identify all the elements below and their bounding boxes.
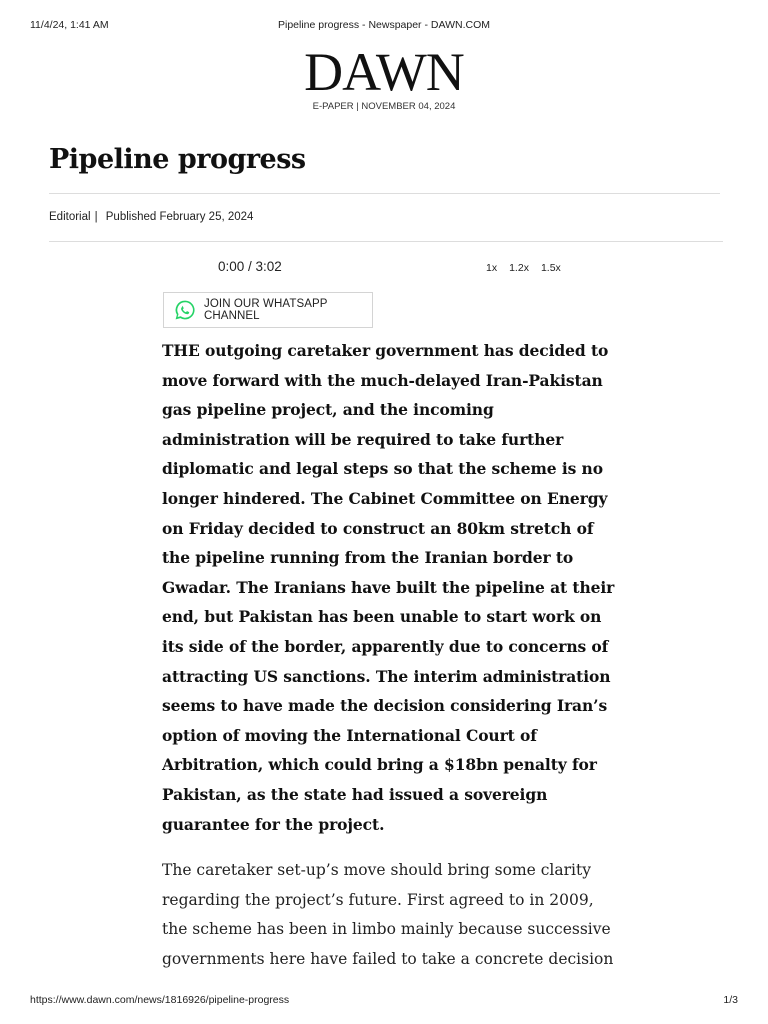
speed-1-5x-button[interactable]: 1.5x — [540, 262, 561, 274]
category-link[interactable]: Editorial — [49, 211, 91, 223]
meta-separator: | — [94, 211, 98, 223]
article-meta — [49, 211, 253, 223]
article-content — [162, 336, 617, 974]
title-divider — [49, 193, 720, 194]
print-page-title: Pipeline progress - Newspaper - DAWN.COM — [277, 19, 490, 31]
article-body-paragraph: The caretaker set-up’s move should bring some clarity regarding the project’s future. First agreed to in 2009, the scheme has been in limbo mainly because successive governments here have failed to take a concrete decision — [162, 861, 614, 968]
print-page-number: 1/3 — [723, 994, 738, 1006]
print-datetime: 11/4/24, 1:41 AM — [30, 19, 109, 31]
playback-speeds — [486, 262, 561, 274]
whatsapp-channel-button[interactable] — [163, 292, 373, 328]
article-title: Pipeline progress — [49, 144, 306, 175]
audio-time: 0:00 / 3:02 — [218, 259, 282, 274]
edition-date: E-PAPER | NOVEMBER 04, 2024 — [312, 101, 456, 112]
dawn-logo[interactable]: DAWN — [304, 42, 464, 102]
article-lede: THE outgoing caretaker government has decided to move forward with the much-delayed Iran-Pakistan gas pipeline project, and the incoming administration will be required to take further diplomatic and legal steps so that the scheme is no longer hindered. The Cabinet Committee on Energy on Friday decided to construct an 80km stretch of the pipeline running from the Iranian border to Gwadar. The Iranians have built the pipeline at their end, but Pakistan has been unable to start work on its side of the border, apparently due to concerns of attracting US sanctions. The interim administration seems to have made the decision considering Iran’s option of moving the International Court of Arbitration, which could bring a $18bn penalty for Pakistan, as the state had issued a sovereign guarantee for the project. — [162, 341, 615, 834]
published-date: Published February 25, 2024 — [105, 211, 254, 223]
speed-1-2x-button[interactable]: 1.2x — [509, 262, 529, 274]
meta-divider — [49, 241, 723, 242]
whatsapp-channel-label: JOIN OUR WHATSAPP CHANNEL — [204, 298, 328, 322]
print-footer-url: https://www.dawn.com/news/1816926/pipeline-progress — [30, 994, 290, 1006]
speed-1x-button[interactable]: 1x — [486, 262, 498, 274]
whatsapp-icon — [174, 299, 196, 321]
